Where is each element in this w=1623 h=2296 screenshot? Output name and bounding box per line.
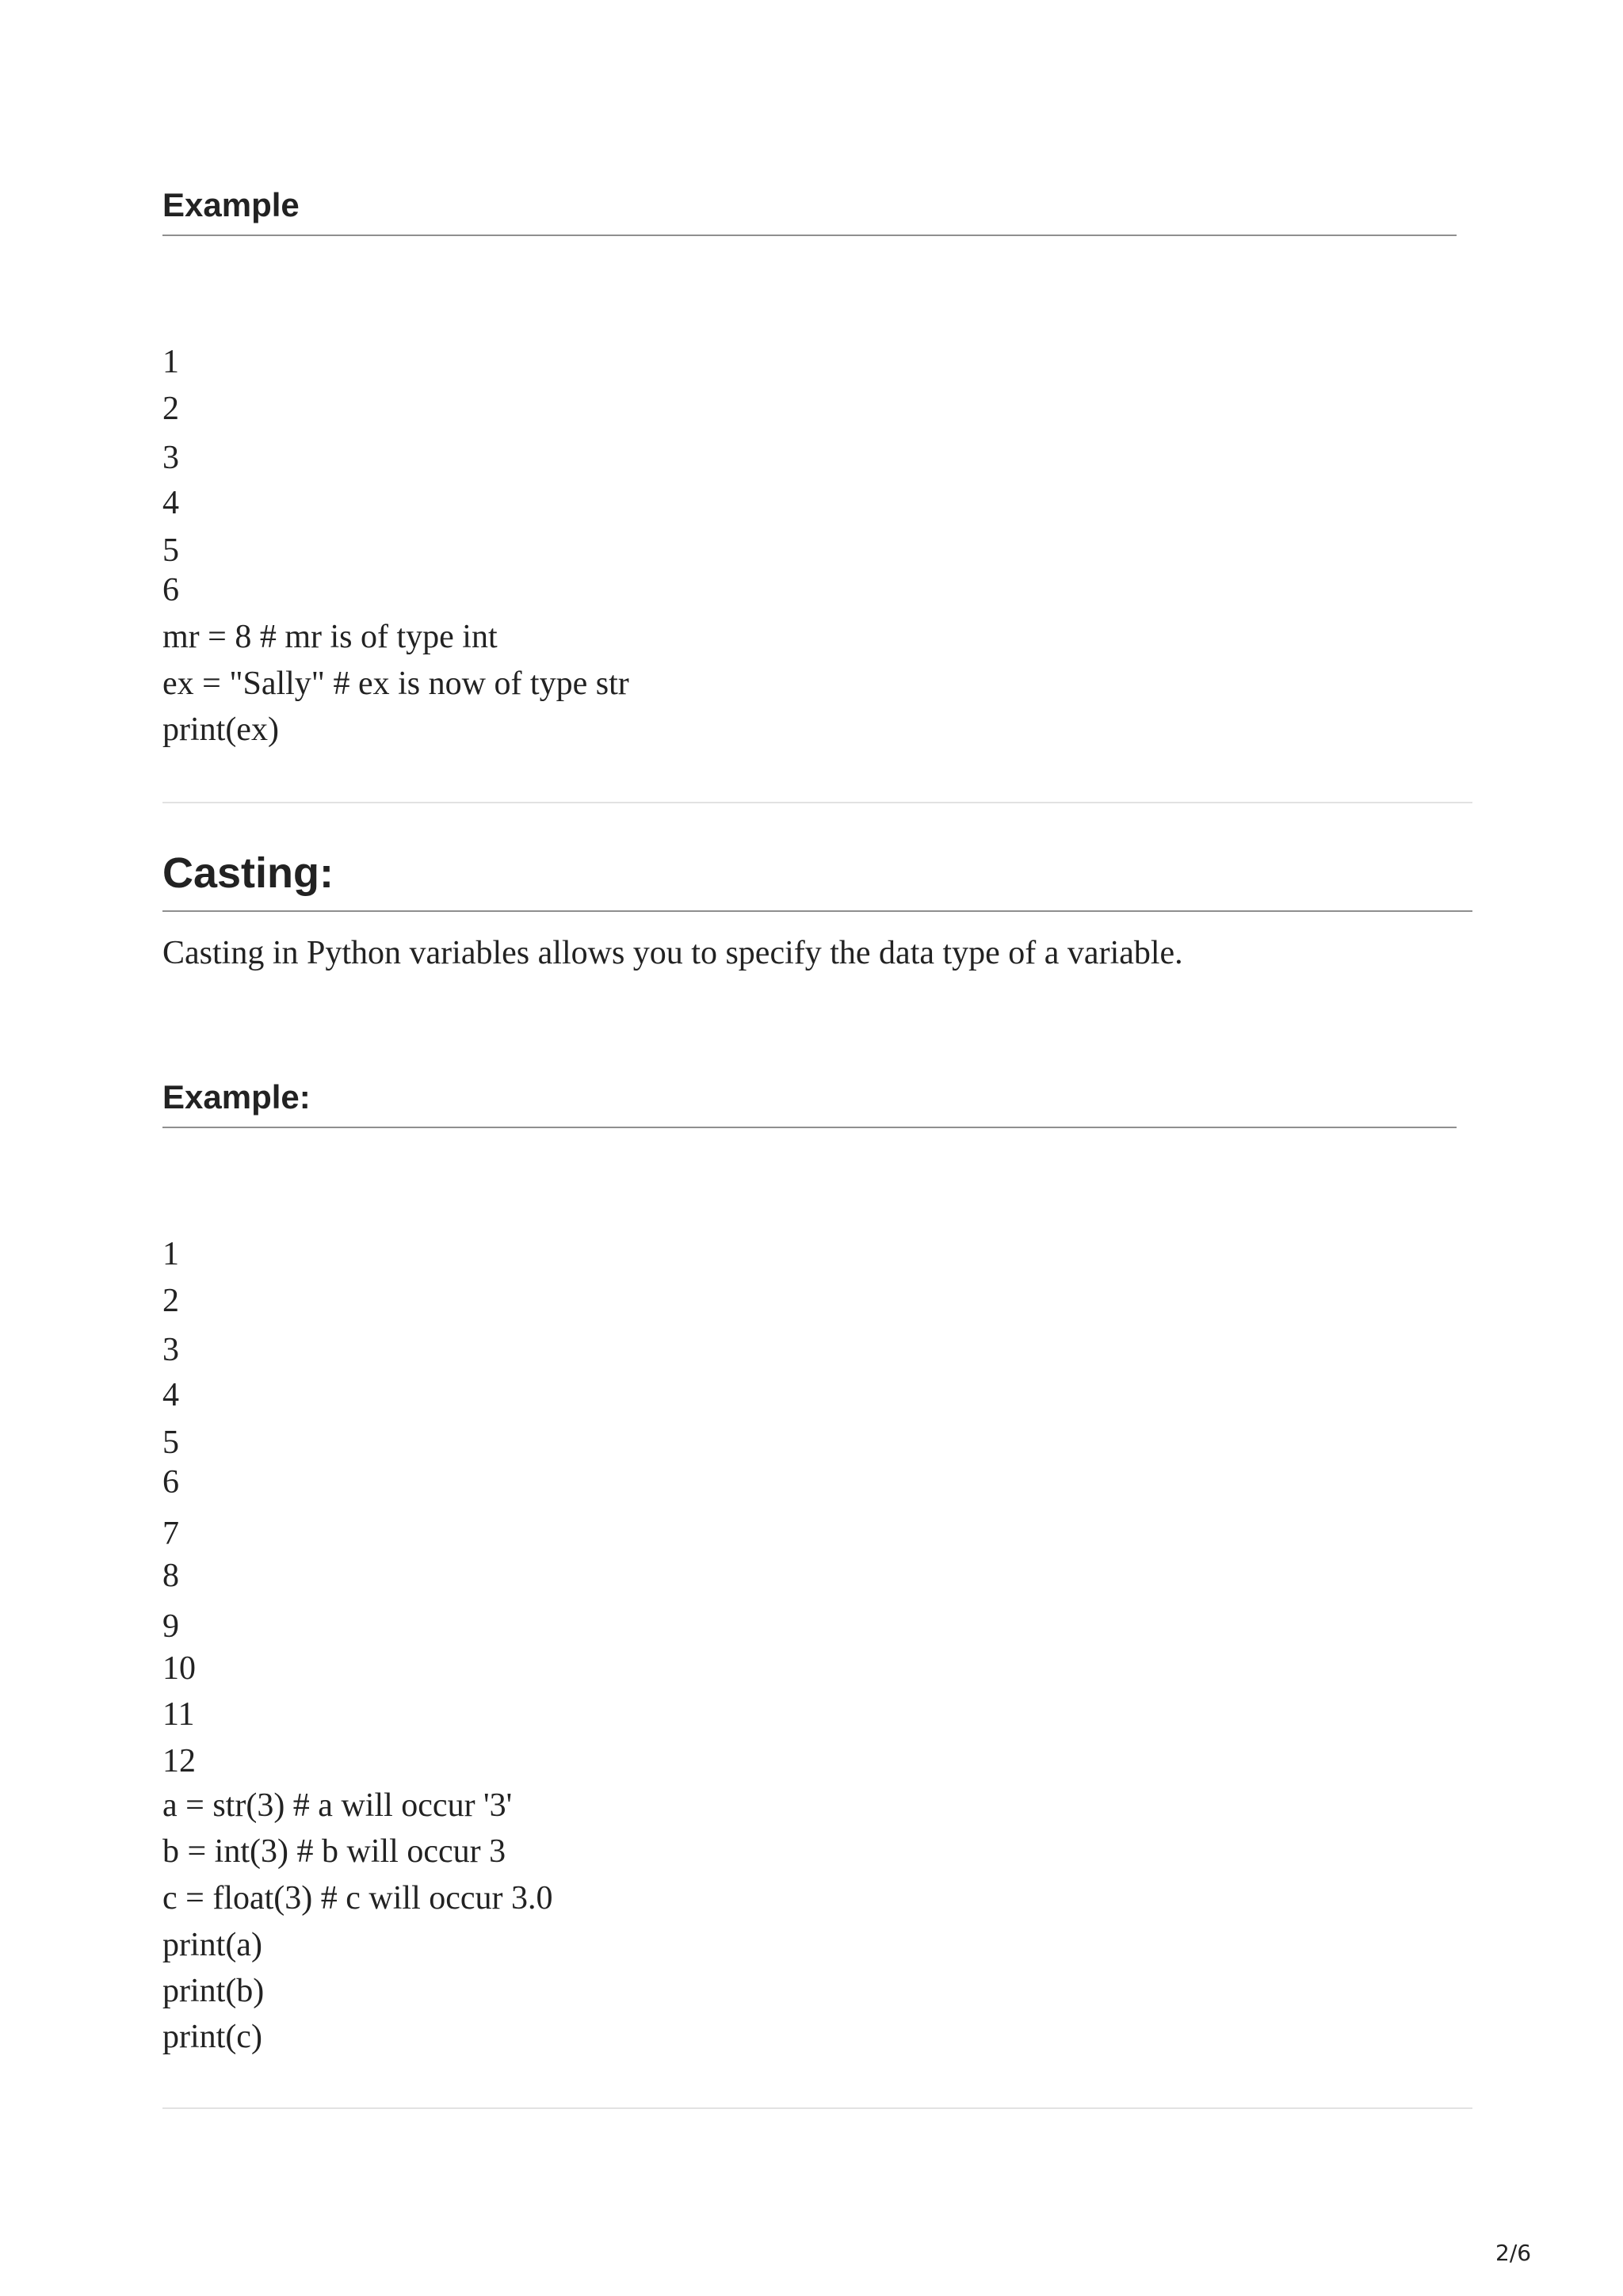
- casting-description: Casting in Python variables allows you to specify the data type of a variable.: [162, 935, 1183, 971]
- line-number: 1: [162, 344, 179, 380]
- code-line: print(b): [162, 1973, 265, 2009]
- line-number: 8: [162, 1558, 179, 1594]
- code-line: print(ex): [162, 711, 279, 748]
- code-line: ex = "Sally" # ex is now of type str: [162, 666, 629, 702]
- line-number: 2: [162, 391, 179, 427]
- line-number: 4: [162, 485, 179, 521]
- line-number: 2: [162, 1283, 179, 1319]
- line-number: 6: [162, 572, 179, 608]
- line-number: 11: [162, 1696, 195, 1733]
- line-number: 1: [162, 1236, 179, 1272]
- line-number: 9: [162, 1608, 179, 1645]
- example-heading: Example: [162, 186, 300, 223]
- line-number: 3: [162, 440, 179, 476]
- line-number: 4: [162, 1377, 179, 1413]
- section-divider: [162, 2107, 1472, 2109]
- line-number: 3: [162, 1332, 179, 1368]
- code-line: a = str(3) # a will occur '3': [162, 1787, 513, 1824]
- code-line: print(c): [162, 2019, 262, 2055]
- line-number: 5: [162, 532, 179, 569]
- line-number: 7: [162, 1516, 179, 1552]
- code-line: print(a): [162, 1927, 262, 1963]
- code-line: mr = 8 # mr is of type int: [162, 619, 498, 655]
- casting-code-block: [162, 0, 1510, 2296]
- line-number: 12: [162, 1743, 196, 1779]
- code-line: c = float(3) # c will occur 3.0: [162, 1880, 553, 1917]
- page-number: 2/6: [1495, 2240, 1532, 2266]
- casting-heading: Casting:: [162, 849, 334, 897]
- line-number: 10: [162, 1650, 196, 1687]
- example-heading: Example:: [162, 1078, 311, 1116]
- code-line: b = int(3) # b will occur 3: [162, 1833, 506, 1870]
- line-number: 6: [162, 1464, 179, 1501]
- line-number: 5: [162, 1425, 179, 1461]
